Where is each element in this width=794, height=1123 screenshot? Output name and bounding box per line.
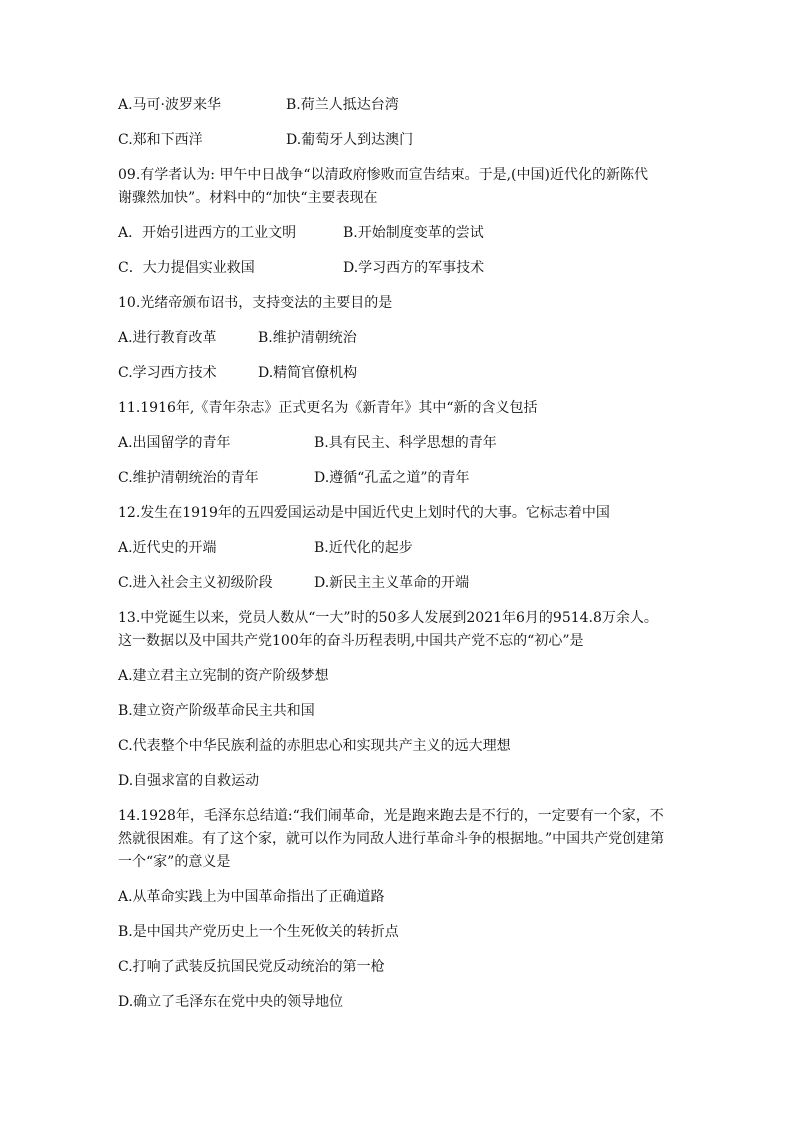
q14-stem-line3: 一个“家”的意义是	[118, 854, 231, 870]
q14-option-c: C.打响了武装反抗国民党反动统治的第一枪	[118, 959, 385, 975]
q09-option-a: A．开始引进西方的工业文明	[118, 225, 297, 241]
q10-stem: 10.光绪帝颁布诏书，支持变法的主要目的是	[118, 295, 393, 311]
q13-option-b: B.建立资产阶级革命民主共和国	[118, 703, 315, 719]
q14-stem-line1: 14.1928年，毛泽东总结道:“我们闹革命，光是跑来跑去是不行的，一定要有一个家，不	[118, 808, 664, 824]
q09-option-d: D.学习西方的军事技术	[343, 260, 485, 276]
q10-option-a: A.进行教育改革	[118, 330, 217, 346]
q13-option-c: C.代表整个中华民族利益的赤胆忠心和实现共产主义的远大理想	[118, 738, 511, 754]
q08-option-c: C.郑和下西洋	[118, 132, 203, 148]
q11-stem: 11.1916年,《青年杂志》正式更名为《新青年》其中“新的含义包括	[118, 400, 538, 416]
q14-option-b: B.是中国共产党历史上一个生死攸关的转折点	[118, 924, 399, 940]
q11-option-d: D.遵循“孔孟之道”的青年	[314, 470, 470, 486]
q09-option-b: B.开始制度变革的尝试	[343, 225, 484, 241]
q11-option-c: C.维护清朝统治的青年	[118, 470, 259, 486]
q12-option-b: B.近代化的起步	[314, 540, 413, 556]
q08-option-b: B.荷兰人抵达台湾	[286, 97, 399, 113]
q13-option-a: A.建立君主立宪制的资产阶级梦想	[118, 668, 329, 684]
q09-option-c: C．大力提倡实业救国	[118, 260, 255, 276]
q13-option-d: D.自强求富的自救运动	[118, 773, 260, 789]
q09-stem-line1: 09.有学者认为: 甲午中日战争“以清政府惨败而宣告结束。于是,(中国)近代化的新陈代	[118, 167, 648, 183]
q13-stem-line1: 13.中党诞生以来，党员人数从“一大”时的50多人发展到2021年6月的9514.8万余人。	[118, 610, 658, 626]
q10-option-d: D.精简官僚机构	[258, 365, 358, 381]
q10-option-b: B.维护清朝统治	[258, 330, 357, 346]
q14-stem-line2: 然就很困难。有了这个家，就可以作为同敌人进行革命斗争的根据地。”中国共产党创建第	[118, 831, 665, 847]
q12-option-a: A.近代史的开端	[118, 540, 217, 556]
q11-option-b: B.具有民主、科学思想的青年	[314, 435, 497, 451]
q08-option-a: A.马可·波罗来华	[118, 97, 222, 113]
q11-option-a: A.出国留学的青年	[118, 435, 231, 451]
q12-option-d: D.新民主主义革命的开端	[314, 575, 470, 591]
q10-option-c: C.学习西方技术	[118, 365, 217, 381]
q08-option-d: D.葡萄牙人到达澳门	[286, 132, 414, 148]
q13-stem-line2: 这一数据以及中国共产党100年的奋斗历程表明,中国共产党不忘的“初心”是	[118, 633, 584, 649]
q12-option-c: C.进入社会主义初级阶段	[118, 575, 273, 591]
q12-stem: 12.发生在1919年的五四爱国运动是中国近代史上划时代的大事。它标志着中国	[118, 505, 610, 521]
q09-stem-line2: 谢骤然加快”。材料中的“加快“主要表现在	[118, 190, 378, 206]
q14-option-d: D.确立了毛泽东在党中央的领导地位	[118, 994, 344, 1010]
q14-option-a: A.从革命实践上为中国革命指出了正确道路	[118, 889, 385, 905]
